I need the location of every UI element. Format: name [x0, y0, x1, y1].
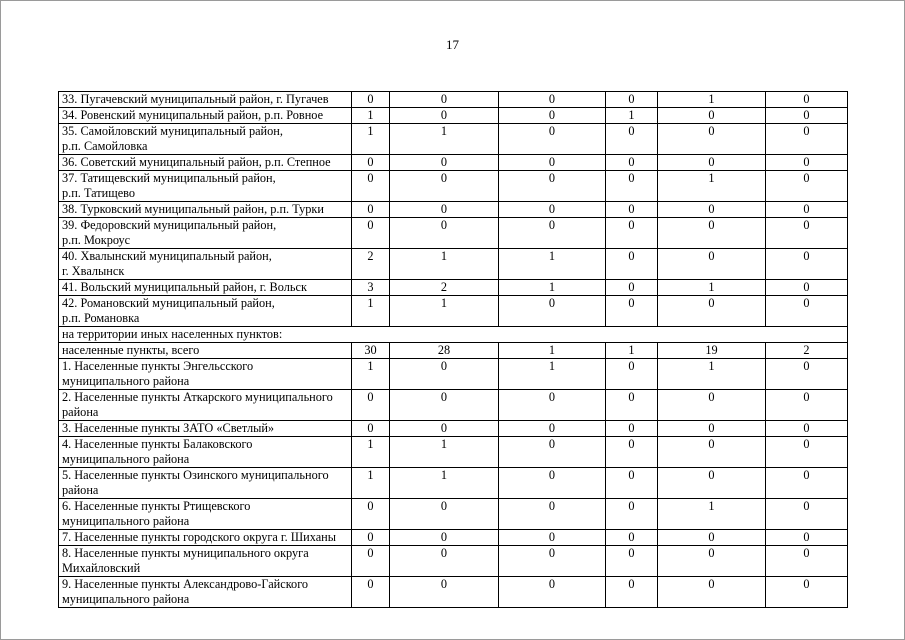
value-cell: 1 [499, 343, 606, 359]
value-cell: 1 [352, 359, 390, 390]
table-row [59, 155, 848, 171]
value-cell: 0 [658, 577, 766, 608]
value-cell: 0 [499, 546, 606, 577]
value-cell: 0 [352, 218, 390, 249]
row-label-cell: 3. Населенные пункты ЗАТО «Светлый» [59, 421, 352, 437]
value-cell: 0 [658, 202, 766, 218]
value-cell: 0 [658, 218, 766, 249]
value-cell: 0 [658, 530, 766, 546]
value-cell: 0 [766, 202, 848, 218]
value-cell: 0 [658, 108, 766, 124]
value-cell: 1 [606, 108, 658, 124]
value-cell: 0 [499, 437, 606, 468]
value-cell: 0 [766, 280, 848, 296]
value-cell: 0 [499, 202, 606, 218]
value-cell: 0 [390, 218, 499, 249]
value-cell: 0 [766, 218, 848, 249]
table-row [59, 296, 848, 327]
table-row [59, 343, 848, 359]
table-row [59, 577, 848, 608]
table-row [59, 421, 848, 437]
value-cell: 2 [390, 280, 499, 296]
value-cell: 19 [658, 343, 766, 359]
table-row [59, 108, 848, 124]
value-cell: 1 [352, 437, 390, 468]
value-cell: 0 [499, 499, 606, 530]
row-label-cell: 8. Населенные пункты муниципального округа Михайловский [59, 546, 352, 577]
statistics-table [58, 91, 848, 608]
value-cell: 0 [499, 390, 606, 421]
value-cell: 0 [352, 577, 390, 608]
table-row [59, 124, 848, 155]
value-cell: 0 [766, 437, 848, 468]
value-cell: 2 [352, 249, 390, 280]
table-row [59, 390, 848, 421]
value-cell: 0 [352, 546, 390, 577]
table-body [59, 92, 848, 608]
value-cell: 0 [766, 108, 848, 124]
value-cell: 0 [390, 546, 499, 577]
value-cell: 0 [766, 499, 848, 530]
table-row [59, 218, 848, 249]
value-cell: 0 [766, 155, 848, 171]
value-cell: 0 [766, 421, 848, 437]
value-cell: 0 [499, 108, 606, 124]
value-cell: 0 [499, 171, 606, 202]
section-heading-cell: на территории иных населенных пунктов: [59, 327, 848, 343]
table-row [59, 530, 848, 546]
value-cell: 0 [606, 280, 658, 296]
value-cell: 2 [766, 343, 848, 359]
page-number: 17 [446, 37, 459, 52]
row-label-cell: 2. Населенные пункты Аткарского муниципального района [59, 390, 352, 421]
value-cell: 0 [499, 124, 606, 155]
table-row [59, 546, 848, 577]
value-cell: 0 [658, 468, 766, 499]
value-cell: 1 [390, 124, 499, 155]
value-cell: 0 [606, 202, 658, 218]
value-cell: 0 [606, 249, 658, 280]
value-cell: 0 [766, 577, 848, 608]
value-cell: 1 [658, 171, 766, 202]
value-cell: 0 [390, 359, 499, 390]
value-cell: 1 [352, 108, 390, 124]
value-cell: 0 [606, 421, 658, 437]
table-row [59, 92, 848, 108]
value-cell: 1 [606, 343, 658, 359]
table-row [59, 249, 848, 280]
value-cell: 1 [499, 280, 606, 296]
value-cell: 0 [352, 499, 390, 530]
row-label-cell: 38. Турковский муниципальный район, р.п. Турки [59, 202, 352, 218]
value-cell: 0 [390, 530, 499, 546]
value-cell: 1 [658, 359, 766, 390]
value-cell: 0 [499, 468, 606, 499]
value-cell: 0 [606, 530, 658, 546]
value-cell: 0 [766, 124, 848, 155]
value-cell: 0 [390, 577, 499, 608]
value-cell: 0 [606, 124, 658, 155]
value-cell: 0 [606, 499, 658, 530]
value-cell: 0 [606, 390, 658, 421]
value-cell: 0 [766, 359, 848, 390]
row-label-cell: 7. Населенные пункты городского округа г. Шиханы [59, 530, 352, 546]
value-cell: 0 [499, 155, 606, 171]
value-cell: 0 [499, 218, 606, 249]
row-label-cell: 5. Населенные пункты Озинского муниципального района [59, 468, 352, 499]
value-cell: 0 [606, 218, 658, 249]
value-cell: 0 [658, 421, 766, 437]
value-cell: 0 [606, 577, 658, 608]
value-cell: 0 [352, 530, 390, 546]
value-cell: 0 [390, 155, 499, 171]
value-cell: 0 [352, 202, 390, 218]
table-row [59, 499, 848, 530]
table-row [59, 359, 848, 390]
value-cell: 0 [658, 546, 766, 577]
value-cell: 0 [499, 577, 606, 608]
value-cell: 0 [390, 421, 499, 437]
value-cell: 0 [390, 108, 499, 124]
value-cell: 30 [352, 343, 390, 359]
value-cell: 1 [499, 359, 606, 390]
value-cell: 0 [499, 296, 606, 327]
value-cell: 0 [766, 296, 848, 327]
value-cell: 1 [658, 280, 766, 296]
value-cell: 0 [606, 171, 658, 202]
value-cell: 1 [390, 296, 499, 327]
value-cell: 0 [606, 92, 658, 108]
value-cell: 1 [352, 124, 390, 155]
value-cell: 0 [352, 155, 390, 171]
row-label-cell: 36. Советский муниципальный район, р.п. Степное [59, 155, 352, 171]
value-cell: 0 [606, 546, 658, 577]
value-cell: 0 [658, 437, 766, 468]
value-cell: 0 [658, 390, 766, 421]
value-cell: 0 [390, 171, 499, 202]
value-cell: 1 [390, 437, 499, 468]
row-label-cell: населенные пункты, всего [59, 343, 352, 359]
row-label-cell: 35. Самойловский муниципальный район, р.п. Самойловка [59, 124, 352, 155]
table-row [59, 327, 848, 343]
value-cell: 1 [499, 249, 606, 280]
table-row [59, 280, 848, 296]
value-cell: 0 [606, 155, 658, 171]
value-cell: 1 [390, 249, 499, 280]
value-cell: 0 [766, 390, 848, 421]
value-cell: 0 [606, 437, 658, 468]
value-cell: 0 [766, 171, 848, 202]
value-cell: 28 [390, 343, 499, 359]
value-cell: 0 [658, 155, 766, 171]
value-cell: 0 [352, 92, 390, 108]
value-cell: 0 [390, 390, 499, 421]
row-label-cell: 4. Населенные пункты Балаковского муниципального района [59, 437, 352, 468]
row-label-cell: 41. Вольский муниципальный район, г. Вольск [59, 280, 352, 296]
value-cell: 0 [766, 468, 848, 499]
value-cell: 0 [658, 296, 766, 327]
value-cell: 0 [499, 421, 606, 437]
value-cell: 0 [658, 249, 766, 280]
row-label-cell: 39. Федоровский муниципальный район, р.п. Мокроус [59, 218, 352, 249]
value-cell: 1 [352, 468, 390, 499]
row-label-cell: 9. Населенные пункты Александрово-Гайского муниципального района [59, 577, 352, 608]
value-cell: 0 [352, 390, 390, 421]
value-cell: 0 [606, 359, 658, 390]
value-cell: 0 [499, 530, 606, 546]
value-cell: 1 [352, 296, 390, 327]
value-cell: 0 [658, 124, 766, 155]
value-cell: 1 [390, 468, 499, 499]
value-cell: 0 [390, 202, 499, 218]
row-label-cell: 37. Татищевский муниципальный район, р.п. Татищево [59, 171, 352, 202]
value-cell: 0 [390, 499, 499, 530]
value-cell: 0 [606, 296, 658, 327]
value-cell: 1 [658, 92, 766, 108]
value-cell: 0 [606, 468, 658, 499]
row-label-cell: 34. Ровенский муниципальный район, р.п. Ровное [59, 108, 352, 124]
table-row [59, 468, 848, 499]
table-row [59, 437, 848, 468]
value-cell: 0 [766, 249, 848, 280]
row-label-cell: 33. Пугачевский муниципальный район, г. Пугачев [59, 92, 352, 108]
table-row [59, 202, 848, 218]
value-cell: 0 [352, 171, 390, 202]
row-label-cell: 6. Населенные пункты Ртищевского муниципального района [59, 499, 352, 530]
value-cell: 0 [499, 92, 606, 108]
value-cell: 0 [766, 92, 848, 108]
value-cell: 3 [352, 280, 390, 296]
row-label-cell: 1. Населенные пункты Энгельсского муниципального района [59, 359, 352, 390]
value-cell: 0 [766, 546, 848, 577]
value-cell: 0 [390, 92, 499, 108]
value-cell: 0 [352, 421, 390, 437]
row-label-cell: 42. Романовский муниципальный район, р.п. Романовка [59, 296, 352, 327]
value-cell: 0 [766, 530, 848, 546]
value-cell: 1 [658, 499, 766, 530]
table-row [59, 171, 848, 202]
row-label-cell: 40. Хвалынский муниципальный район, г. Хвалынск [59, 249, 352, 280]
